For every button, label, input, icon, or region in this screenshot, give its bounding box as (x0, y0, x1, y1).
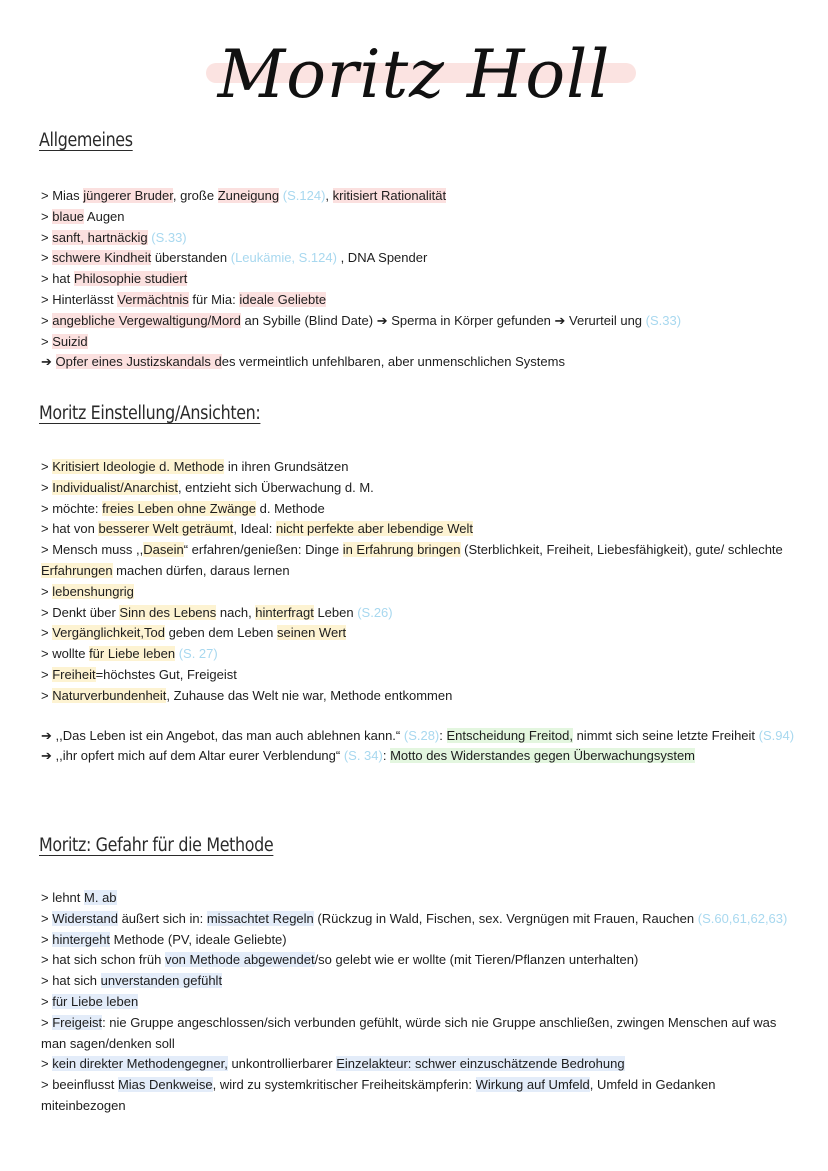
note-text: > (41, 479, 53, 495)
note-line (41, 582, 801, 603)
highlighted-text: Zuneigung (217, 188, 280, 203)
highlighted-text: Sinn des Lebens (119, 604, 217, 620)
note-text: , entzieht sich Überwachung d. M. (177, 479, 374, 495)
page-reference: (S.124) (282, 188, 326, 203)
highlighted-text: von Methode abgewendet (164, 952, 315, 968)
highlighted-text: schwere Kindheit (52, 250, 152, 266)
note-text: =höchstes Gut, Freigeist (95, 666, 237, 682)
note-text: > (41, 687, 53, 703)
note-line (41, 499, 801, 520)
note-line (41, 930, 801, 951)
highlighted-text: besserer Welt geträumt (98, 521, 234, 537)
highlighted-text: Suizid (52, 333, 88, 349)
note-line (41, 228, 801, 249)
page-reference: (Leukämie, S.124) (230, 250, 337, 266)
highlighted-text: nicht perfekte aber lebendige Welt (275, 521, 474, 537)
note-text: für Mia: (188, 291, 240, 307)
section-general (41, 186, 801, 373)
line-gap (41, 707, 801, 726)
highlighted-text: angebliche Vergewaltigung/Mord (52, 312, 241, 328)
note-text: ➔ (41, 354, 56, 370)
note-line (41, 290, 801, 311)
highlighted-text: Opfer eines Justizskandals d (55, 354, 222, 370)
note-line (41, 888, 801, 909)
note-text: äußert sich in: (117, 910, 207, 926)
note-text: > Hinterlässt (41, 291, 118, 307)
note-line (41, 1075, 801, 1117)
note-line (41, 186, 801, 207)
note-text: > (41, 250, 53, 266)
note-text: machen dürfen, daraus lernen (112, 562, 290, 578)
highlighted-text: für Liebe leben (52, 993, 139, 1009)
note-text: geben dem Leben (164, 625, 278, 641)
note-line (41, 1013, 801, 1055)
note-text: > (41, 931, 53, 947)
note-text: > (41, 312, 53, 328)
note-text: > beeinflusst (41, 1077, 118, 1093)
note-text: Leben (313, 604, 358, 620)
note-text: : (439, 727, 447, 743)
note-text: d. Methode (256, 500, 325, 516)
note-text: Augen (84, 208, 125, 224)
note-text: > hat sich (41, 973, 101, 989)
note-text: > möchte: (41, 500, 103, 516)
highlighted-text: Individualist/Anarchist (52, 479, 178, 495)
note-text: > (41, 208, 53, 224)
note-text: nach, (216, 604, 256, 620)
note-text: überstanden (151, 250, 231, 266)
note-text: > hat (41, 271, 74, 287)
highlighted-text: jüngerer Bruder (83, 188, 173, 203)
note-line (41, 726, 801, 747)
highlighted-text: hintergeht (52, 931, 111, 947)
highlighted-text: lebenshungrig (52, 583, 134, 599)
note-text: > hat sich schon früh (41, 952, 165, 968)
note-text: ➔ ,,Das Leben ist ein Angebot, das man auch ablehnen kann.“ (41, 727, 404, 743)
highlighted-text: Entscheidung Freitod, (446, 727, 573, 743)
highlighted-text: Wirkung auf Umfeld (475, 1077, 590, 1093)
note-line (41, 1054, 801, 1075)
highlighted-text: Vergänglichkeit,Tod (52, 625, 165, 641)
note-line (41, 746, 801, 767)
note-line (41, 540, 801, 582)
section-danger (41, 888, 801, 1117)
note-text: , DNA Spender (336, 250, 428, 266)
note-text: es vermeintlich unfehlbaren, aber unmenschlichen Systems (221, 354, 565, 370)
note-line (41, 665, 801, 686)
highlighted-text: Einzelakteur: schwer einzuschätzende Bedrohung (336, 1056, 625, 1072)
page-reference: (S.28) (403, 727, 440, 743)
note-text: /so gelebt wie er wollte (mit Tieren/Pflanzen unterhalten) (314, 952, 639, 968)
page-reference: (S.33) (151, 229, 187, 245)
note-line (41, 971, 801, 992)
note-text: > lehnt (41, 890, 85, 905)
note-text: , Ideal: (233, 521, 276, 537)
note-text: > (41, 1014, 53, 1030)
note-text: in ihren Grundsätzen (224, 459, 349, 474)
note-line (41, 623, 801, 644)
note-text: nimmt sich seine letzte Freiheit (572, 727, 759, 743)
highlighted-text: blaue (52, 208, 85, 224)
heading-general: Allgemeines (39, 130, 133, 151)
note-text: , Umfeld in Gedanken miteinbezogen (41, 1077, 716, 1113)
note-text: > (41, 333, 53, 349)
note-line (41, 644, 801, 665)
note-text: > (41, 1056, 53, 1072)
note-line (41, 269, 801, 290)
note-line (41, 909, 801, 930)
highlighted-text: für Liebe leben (89, 646, 176, 662)
note-text: > (41, 229, 53, 245)
note-text: , wird zu systemkritischer Freiheitskämpferin: (212, 1077, 476, 1093)
note-text: an Sybille (Blind Date) ➔ Sperma in Körper gefunden ➔ Verurteil ung (240, 312, 646, 328)
page-reference: (S.26) (357, 604, 393, 620)
note-text: unkontrollierbarer (227, 1056, 337, 1072)
highlighted-text: Vermächtnis (117, 291, 189, 307)
highlighted-text: seinen Wert (277, 625, 347, 641)
highlighted-text: kritisiert Rationalität (332, 188, 447, 203)
highlighted-text: Freiheit (52, 666, 96, 682)
note-text: , Zuhause das Welt nie war, Methode entkommen (166, 687, 453, 703)
title-block (0, 28, 828, 128)
note-line (41, 352, 801, 373)
note-text: : nie Gruppe angeschlossen/sich verbunden gefühlt, würde sich nie Gruppe anschließen, zwingen Menschen auf was man sagen/denken soll (41, 1014, 777, 1051)
page-reference: (S. 27) (178, 646, 218, 662)
page-reference: (S.33) (645, 312, 682, 328)
note-line (41, 457, 801, 478)
note-text: > Mias (41, 188, 84, 203)
note-text: > (41, 993, 53, 1009)
section-attitude (41, 457, 801, 767)
note-text: > (41, 910, 53, 926)
note-line (41, 992, 801, 1013)
note-line (41, 248, 801, 269)
note-text: ➔ ,,ihr opfert mich auf dem Altar eurer Verblendung“ (41, 748, 344, 764)
note-text: : (382, 748, 391, 764)
highlighted-text: ideale Geliebte (239, 291, 327, 307)
highlighted-text: Kritisiert Ideologie d. Methode (52, 459, 225, 474)
note-text: > (41, 666, 53, 682)
note-text: , große (172, 188, 218, 203)
note-line (41, 950, 801, 971)
highlighted-text: hinterfragt (255, 604, 314, 620)
note-text: > Mensch muss ,, (41, 542, 144, 558)
page-reference: (S. 34) (343, 748, 383, 764)
note-line (41, 207, 801, 228)
note-text: > (41, 459, 53, 474)
note-line (41, 519, 801, 540)
highlighted-text: sanft, hartnäckig (52, 229, 148, 245)
note-line (41, 603, 801, 624)
heading-danger: Moritz: Gefahr für die Methode (39, 835, 274, 856)
highlighted-text: Erfahrungen (41, 562, 113, 578)
highlighted-text: unverstanden gefühlt (100, 973, 223, 989)
page-reference: (S.60,61,62,63) (697, 910, 788, 926)
highlighted-text: freies Leben ohne Zwänge (102, 500, 257, 516)
highlighted-text: Dasein (143, 542, 184, 558)
note-line (41, 332, 801, 353)
highlighted-text: kein direkter Methodengegner, (52, 1056, 228, 1072)
note-text: , (325, 188, 333, 203)
note-text: Methode (PV, ideale Geliebte) (110, 931, 287, 947)
highlighted-text: M. ab (84, 890, 117, 905)
note-text: > (41, 625, 53, 641)
note-text: > (41, 583, 53, 599)
highlighted-text: Freigeist (52, 1014, 103, 1030)
heading-attitude: Moritz Einstellung/Ansichten: (39, 403, 261, 424)
note-line (41, 478, 801, 499)
highlighted-text: Widerstand (52, 910, 118, 926)
highlighted-text: in Erfahrung bringen (342, 542, 461, 558)
note-text: > Denkt über (41, 604, 120, 620)
page-title: Moritz Holl (217, 36, 611, 113)
note-line (41, 311, 801, 332)
highlighted-text: Naturverbundenheit (52, 687, 167, 703)
note-text: (Rückzug in Wald, Fischen, sex. Vergnügen mit Frauen, Rauchen (313, 910, 698, 926)
note-text: > hat von (41, 521, 99, 537)
note-line (41, 686, 801, 707)
highlighted-text: missachtet Regeln (206, 910, 314, 926)
note-text: (Sterblichkeit, Freiheit, Liebesfähigkeit), gute/ schlechte (460, 542, 783, 558)
highlighted-text: Motto des Widerstandes gegen Überwachungsystem (390, 748, 696, 764)
highlighted-text: Mias Denkweise (117, 1077, 213, 1093)
page-reference: (S.94) (758, 727, 795, 743)
note-text: > wollte (41, 646, 90, 662)
highlighted-text: Philosophie studiert (73, 271, 188, 287)
note-text: “ erfahren/genießen: Dinge (183, 542, 343, 558)
